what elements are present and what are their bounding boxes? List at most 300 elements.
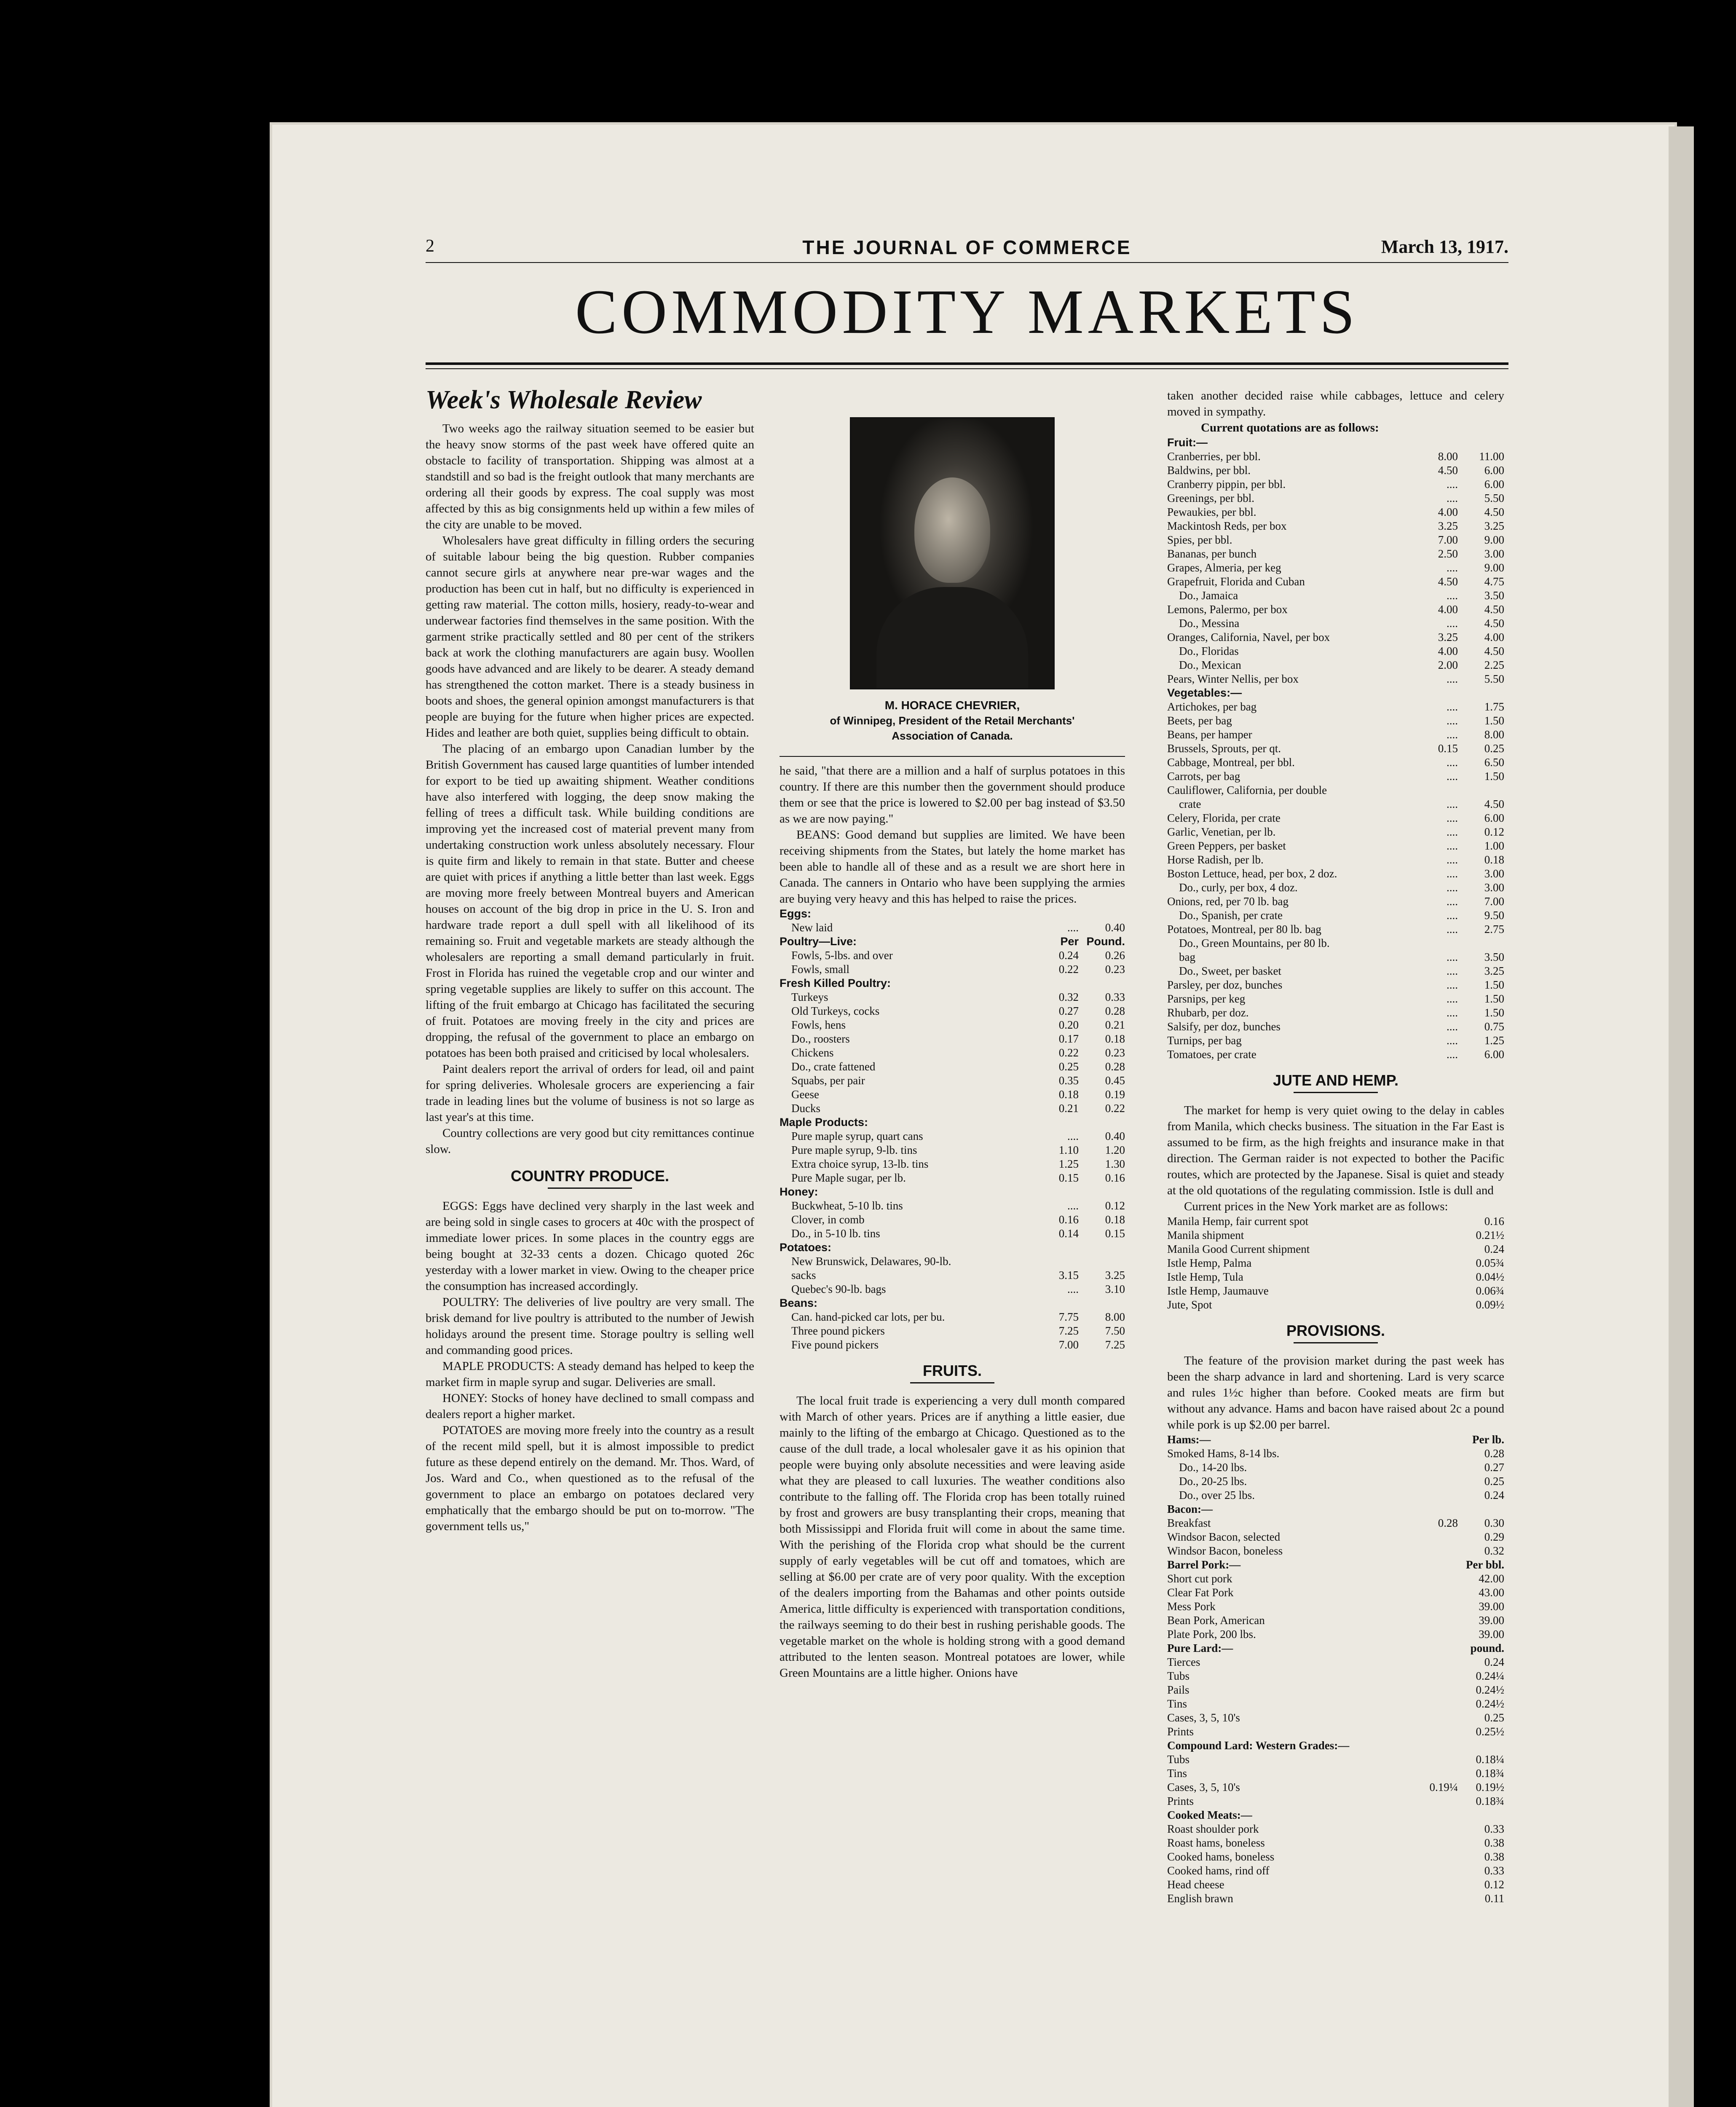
price-low [1419,1711,1458,1725]
price-row [780,1129,1125,1143]
fruit-vegetable-price-table [1167,436,1504,1062]
price-low: .... [1447,756,1458,769]
price-low [1419,1892,1458,1906]
price-item: Lemons, Palermo, per box [1167,603,1288,616]
price-low [1419,1739,1458,1753]
weekly-review-paragraph: The placing of an embargo upon Canadian lumber by the British Government has caused large quantities of lumber intended for export to be tied up awaiting shipment. Weather conditions have also interfered with logging, the deep snow making the felling of trees a difficult task. While building conditions are improving yet the increased cost of material prevent many from undertaking construction work unless absolutely necessary. Flour is quite firm and likely to remain in that state. Butter and cheese are quiet with prices if anything a little better than last week. Eggs are moving more freely between Montreal buyers and American houses on account of the big drop in price in the U. S. Iron and hardware trade report a dull spell with all likelihood of its remaining so. Fruit and vegetable markets are steady although the wholesalers are reporting a small demand particularly in fruit. Frost in Florida has ruined the vegetable crop and our winter and spring vegetable supplies are likely to suffer on this account. The lifting of the fruit embargo at Chicago has facilitated the securing of fruit. Potatoes are moving freely in the city and prices are dropping, the refusal of the government to place an embargo on potatoes has been both praised and criticised by local wholesalers. [426,742,754,1060]
price-item: Windsor Bacon, boneless [1167,1544,1283,1557]
price-high: 0.16 [1484,1215,1504,1228]
price-low [1419,1794,1458,1808]
price-item: Cases, 3, 5, 10's [1167,1711,1240,1724]
price-row [1167,464,1504,477]
price-high: 8.00 [1105,1311,1125,1323]
price-high: 3.50 [1484,589,1504,602]
price-high: 3.00 [1484,547,1504,560]
journal-title: THE JOURNAL OF COMMERCE [802,236,1132,258]
price-low: 4.00 [1438,645,1458,657]
price-item: Tierces [1167,1656,1200,1668]
price-row [1167,728,1504,742]
price-row [1167,1447,1504,1461]
price-row [1167,491,1504,505]
weekly-review-paragraph: Paint dealers report the arrival of orders for lead, oil and paint for spring deliveries. Wholesale grocers are experiencing a fair trade in leading lines but the volume of business is not so large as last year's at this time. [426,1062,754,1124]
price-row [1167,1242,1504,1256]
price-high: 3.50 [1484,951,1504,963]
price-row [1167,839,1504,853]
price-low [1419,1725,1458,1739]
price-item: Horse Radish, per lb. [1167,853,1264,866]
price-high: 0.12 [1105,1199,1125,1212]
price-row [1167,1502,1504,1516]
price-low: 0.35 [1058,1074,1079,1087]
price-row [1167,1020,1504,1034]
price-row [1167,1284,1504,1298]
price-high: 0.24¼ [1476,1670,1504,1682]
price-high: 0.24 [1484,1489,1504,1501]
price-item: Potatoes: [780,1241,832,1254]
price-item: bag [1179,951,1195,963]
price-row [1167,1767,1504,1780]
price-row [1167,1655,1504,1669]
price-low: .... [1447,881,1458,894]
price-high [1458,1808,1504,1822]
price-item: Bean Pork, American [1167,1614,1265,1627]
price-row [1167,519,1504,533]
price-item: Istle Hemp, Jaumauve [1167,1284,1269,1297]
price-item: Fresh Killed Poultry: [780,977,891,989]
price-low [1419,1461,1458,1474]
price-low: 4.00 [1438,506,1458,518]
price-low [1419,1878,1458,1892]
price-high [1079,1296,1125,1310]
price-row [780,1199,1125,1213]
price-high: 8.00 [1484,728,1504,741]
price-row [1167,436,1504,450]
price-high [1458,436,1504,450]
price-low: .... [1447,895,1458,908]
provisions-title: PROVISIONS. [1286,1322,1385,1339]
price-row [1167,589,1504,603]
price-row [1167,978,1504,992]
price-row [780,1171,1125,1185]
portrait-caption-line: of Winnipeg, President of the Retail Merchants' [830,714,1075,727]
price-high: 0.18 [1105,1213,1125,1226]
weekly-review-paragraph: Wholesalers have great difficulty in filling orders the securing of suitable labour being the big question. Rubber companies cannot secure girls at anywhere near pre-war wages and the production has been cut in half, but no difficulty is experienced in getting raw material. The cotton mills, hosiery, ready-to-wear and underwear factories find themselves in the same position. With the garment strike practically settled and 80 per cent of the strikers back at work the clothing manufacturers are again busy. Woollen goods have advanced and are likely to be dearer. A steady demand has strengthened the cotton market. There is a steady business in boots and shoes, the general opinion amongst manufacturers is that people are buying for the future when higher prices are expected. Hides and leather are both quiet, supplies being difficult to obtain. [426,534,754,740]
section-rule [1294,1092,1378,1093]
price-row [1167,1794,1504,1808]
page-number: 2 [426,236,434,256]
price-item: Grapes, Almeria, per keg [1167,561,1281,574]
price-low [1419,1586,1458,1600]
price-item: Clear Fat Pork [1167,1586,1234,1599]
price-high: Pound. [1086,935,1125,948]
price-high: 3.00 [1484,881,1504,894]
price-item: Potatoes, Montreal, per 80 lb. bag [1167,923,1321,936]
price-high: 9.00 [1484,533,1504,546]
price-low: 0.17 [1058,1032,1079,1045]
price-item: Compound Lard: Western Grades:— [1167,1739,1350,1752]
price-item: Roast hams, boneless [1167,1836,1265,1849]
price-high: 0.25 [1484,1475,1504,1488]
price-item: Beans: [780,1297,818,1309]
price-high [1079,976,1125,990]
price-row [1167,686,1504,700]
price-row [1167,867,1504,881]
price-item: Do., Floridas [1179,645,1239,657]
price-low: 3.25 [1438,631,1458,643]
jute-paragraph: Current prices in the New York market are as follows: [1184,1200,1448,1213]
price-row [780,1296,1125,1310]
price-low [1419,1270,1458,1284]
price-high: 0.18¾ [1476,1767,1504,1780]
price-high [1079,1115,1125,1129]
price-low [1419,1488,1458,1502]
price-item: Honey: [780,1185,818,1198]
price-high: 0.28 [1105,1060,1125,1073]
price-high: 0.28 [1484,1447,1504,1460]
price-high [1458,686,1504,700]
price-item: Tins [1167,1697,1187,1710]
price-high: 0.33 [1484,1864,1504,1877]
adjacent-page-edge [1669,126,1694,2107]
price-row [780,990,1125,1004]
price-row [1167,1725,1504,1739]
price-low [1040,907,1079,921]
price-row [780,1213,1125,1227]
price-high: 2.25 [1484,659,1504,671]
price-row [1167,742,1504,756]
price-item: Do., Messina [1179,617,1240,630]
price-row [1167,1516,1504,1530]
price-item: Breakfast [1167,1517,1211,1529]
price-row [780,1046,1125,1060]
price-item: Do., crate fattened [791,1060,876,1073]
price-low: .... [1067,1130,1079,1142]
country-produce-paragraph: EGGS: Eggs have declined very sharply in the last week and are being sold in single cases to grocers at 40c with the prospect of immediate lower prices. In some places in the country eggs are being bought at 32-33 cents a dozen. Chicago quoted 26c yesterday with a lower market in view. Owing to the cheaper price the consumption has increased accordingly. [426,1199,754,1293]
price-low: 0.28 [1438,1517,1458,1529]
price-high: 0.04½ [1476,1271,1504,1283]
weekly-review-title: Week's Wholesale Review [426,386,702,414]
price-low [1040,1241,1079,1255]
price-low: .... [1447,798,1458,810]
portrait-caption [780,698,1125,743]
price-row [780,1060,1125,1074]
price-high: 0.18 [1484,853,1504,866]
price-high: 11.00 [1479,450,1504,463]
price-row [1167,575,1504,589]
price-item: Bananas, per bunch [1167,547,1257,560]
price-high: 0.30 [1484,1517,1504,1529]
price-item: Fowls, hens [791,1019,846,1031]
price-row [1167,1600,1504,1614]
price-low [1419,1433,1458,1447]
price-high: 1.50 [1484,1006,1504,1019]
price-row [1167,1228,1504,1242]
price-low [1040,1115,1079,1129]
price-high: 6.50 [1484,756,1504,769]
price-high: 0.40 [1105,921,1125,934]
price-low: .... [1447,700,1458,713]
price-item: sacks [791,1269,816,1281]
price-item: Onions, red, per 70 lb. bag [1167,895,1289,908]
price-low: 0.15 [1438,742,1458,755]
price-high: 0.38 [1484,1850,1504,1863]
price-low: 4.00 [1438,603,1458,616]
section-rule [910,1382,994,1383]
price-row [1167,533,1504,547]
price-high [1079,1241,1125,1255]
price-low: 0.32 [1058,991,1079,1003]
price-item: Beans, per hamper [1167,728,1252,741]
price-item: Grapefruit, Florida and Cuban [1167,575,1305,588]
price-high: 4.00 [1484,631,1504,643]
price-item: Do., Green Mountains, per 80 lb. [1179,937,1330,949]
price-low [1419,1600,1458,1614]
price-item: Cauliflower, California, per double [1167,784,1327,796]
price-high: 7.00 [1484,895,1504,908]
price-item: Do., Jamaica [1179,589,1238,602]
price-high: 0.23 [1105,963,1125,976]
price-item: Parsnips, per keg [1167,992,1246,1005]
price-row [1167,1669,1504,1683]
price-low: .... [1447,1048,1458,1061]
price-item: Quebec's 90-lb. bags [791,1283,886,1295]
beans-paragraph: BEANS: Good demand but supplies are limited. We have been receiving shipments from the States, but lately the home market has been able to handle all of these and as a result we are short here in Canada. The canners in Ontario who have been supplying the armies are buying very heavy and this has helped to raise the prices. [780,828,1125,906]
price-row [780,1074,1125,1088]
price-high: 0.45 [1105,1074,1125,1087]
price-low: .... [1447,589,1458,602]
price-item: Cooked hams, boneless [1167,1850,1275,1863]
price-low: 0.25 [1058,1060,1079,1073]
price-item: Cranberry pippin, per bbl. [1167,478,1286,491]
price-item: New laid [791,921,833,934]
price-high [1458,1502,1504,1516]
price-low [1419,1614,1458,1627]
price-high: 0.19½ [1476,1781,1504,1793]
price-low [1419,1214,1458,1228]
price-high: 0.24½ [1476,1697,1504,1710]
price-high: 4.50 [1484,506,1504,518]
price-item: Manila Good Current shipment [1167,1243,1310,1255]
price-low: 0.22 [1058,1046,1079,1059]
price-high: 3.25 [1484,520,1504,532]
price-item: Do., roosters [791,1032,850,1045]
price-row [1167,1544,1504,1558]
price-item: Pure Maple sugar, per lb. [791,1171,906,1184]
price-high: 4.50 [1484,617,1504,630]
price-low: 3.15 [1058,1269,1079,1281]
price-row [780,1004,1125,1018]
price-row [1167,1461,1504,1474]
price-high: 0.32 [1484,1544,1504,1557]
price-high: 0.25 [1484,742,1504,755]
price-low: .... [1067,921,1079,934]
price-row [1167,714,1504,728]
price-low [1419,1808,1458,1822]
price-low: .... [1447,714,1458,727]
price-low [1419,1627,1458,1641]
price-item: Smoked Hams, 8-14 lbs. [1167,1447,1280,1460]
price-high: 0.18 [1105,1032,1125,1045]
price-high: 4.50 [1484,798,1504,810]
price-high: 9.00 [1484,561,1504,574]
price-high: 42.00 [1479,1572,1504,1585]
price-low [1419,1502,1458,1516]
issue-date: March 13, 1917. [1381,236,1508,257]
price-high: 0.18¼ [1476,1753,1504,1766]
price-item: Prints [1167,1725,1194,1738]
price-row [1167,895,1504,909]
price-low: .... [1067,1283,1079,1295]
price-low [1419,686,1458,700]
price-item: Tubs [1167,1670,1190,1682]
price-low: .... [1447,992,1458,1005]
price-item: Celery, Florida, per crate [1167,812,1281,824]
price-item: Oranges, California, Navel, per box [1167,631,1330,643]
price-high: 1.50 [1484,714,1504,727]
price-low [1419,1530,1458,1544]
price-row [1167,853,1504,867]
price-high: 1.50 [1484,770,1504,783]
price-row [1167,881,1504,895]
price-low [1040,1255,1079,1268]
price-low: 0.20 [1058,1019,1079,1031]
price-item: Do., 20-25 lbs. [1179,1475,1247,1488]
column-3 [1167,388,1504,1906]
price-high: 0.24 [1484,1243,1504,1255]
price-low: 0.18 [1058,1088,1079,1101]
price-high: 1.20 [1105,1144,1125,1156]
price-high: 5.50 [1484,673,1504,685]
price-item: Pewaukies, per bbl. [1167,506,1256,518]
price-item: Head cheese [1167,1878,1224,1891]
price-row [1167,797,1504,811]
price-high: 0.06¾ [1476,1284,1504,1297]
price-row [1167,1822,1504,1836]
price-row [1167,658,1504,672]
running-header [426,236,1508,265]
price-row [780,921,1125,935]
price-low [1419,1572,1458,1586]
price-row [1167,1808,1504,1822]
price-row [1167,1627,1504,1641]
price-high: 0.12 [1484,826,1504,838]
price-high: 0.40 [1105,1130,1125,1142]
price-item: Do., Spanish, per crate [1179,909,1283,922]
price-item: Squabs, per pair [791,1074,865,1087]
price-row [1167,1034,1504,1048]
price-item: Mackintosh Reds, per box [1167,520,1287,532]
price-item: Maple Products: [780,1116,868,1129]
price-high: 0.29 [1484,1531,1504,1543]
price-row [780,1255,1125,1268]
section-rule [1294,1342,1378,1343]
price-low: .... [1447,492,1458,504]
jute-paragraph: The market for hemp is very quiet owing to the delay in cables from Manila, which checks business. The situation in the Far East is assumed to be firm, as the high freights and insurance make in that direction. The German raider is not expected to bother the Pacific routes, which are protected by the Japanese. Sisal is quiet and steady at the old quotations of the regulating commission. Istle is dull and [1167,1104,1504,1197]
price-row [1167,1270,1504,1284]
price-item: Cooked hams, rind off [1167,1864,1270,1877]
price-high: 0.33 [1484,1823,1504,1835]
price-row [1167,1048,1504,1062]
price-item: Baldwins, per bbl. [1167,464,1251,477]
price-low [1040,1185,1079,1199]
price-item: Turnips, per bag [1167,1034,1242,1047]
price-high: Per bbl. [1465,1558,1504,1571]
produce-price-table [780,907,1125,1352]
price-row [1167,1558,1504,1572]
price-row [780,1185,1125,1199]
price-item: Pears, Winter Nellis, per box [1167,673,1299,685]
price-row [1167,1006,1504,1020]
price-high: 0.23 [1105,1046,1125,1059]
price-high [1458,783,1504,797]
price-low [1419,1544,1458,1558]
jute-hemp-title: JUTE AND HEMP. [1273,1072,1399,1089]
price-low [1419,1256,1458,1270]
price-high [1079,1185,1125,1199]
price-item: Parsley, per doz, bunches [1167,978,1283,991]
price-row [1167,1256,1504,1270]
price-item: Barrel Pork:— [1167,1558,1241,1571]
price-high: 0.05¾ [1476,1257,1504,1269]
price-low: 2.00 [1438,659,1458,671]
price-low: 7.75 [1058,1311,1079,1323]
price-high: 0.24½ [1476,1683,1504,1696]
price-item: Clover, in comb [791,1213,865,1226]
price-row [780,1268,1125,1282]
price-low [1419,1447,1458,1461]
price-low [1040,1296,1079,1310]
price-row [1167,909,1504,922]
price-high: 0.24 [1484,1656,1504,1668]
price-item: Fruit:— [1167,436,1208,449]
price-row [780,1088,1125,1102]
price-low: 7.00 [1058,1338,1079,1351]
price-high: 1.50 [1484,978,1504,991]
price-row [1167,756,1504,769]
price-item: Buckwheat, 5-10 lb. tins [791,1199,903,1212]
provisions-price-table [1167,1433,1504,1906]
price-low [1419,1753,1458,1767]
price-item: Brussels, Sprouts, per qt. [1167,742,1281,755]
price-low [1419,1822,1458,1836]
provisions-paragraph: The feature of the provision market during the past week has been the sharp advance in lard and shortening. Lard is very scarce and rules 1½c higher than before. Cooked meats are firm but without any advance. Hams and bacon have raised about 2c a pound while pork is up $2.00 per barrel. [1167,1354,1504,1431]
price-low: 0.15 [1058,1171,1079,1184]
price-high: 1.75 [1484,700,1504,713]
price-row [1167,1711,1504,1725]
portrait-caption-line: Association of Canada. [892,729,1013,742]
price-high: 4.75 [1484,575,1504,588]
price-item: Vegetables:— [1167,686,1242,699]
price-row [780,1241,1125,1255]
quotations-intro: Current quotations are as follows: [1201,421,1379,434]
price-high: 0.22 [1105,1102,1125,1115]
price-item: Rhubarb, per doz. [1167,1006,1249,1019]
price-row [780,1310,1125,1324]
price-low: 2.50 [1438,547,1458,560]
price-item: Do., in 5-10 lb. tins [791,1227,880,1240]
price-low: .... [1447,867,1458,880]
price-row [1167,644,1504,658]
price-item: English brawn [1167,1892,1233,1905]
price-item: Extra choice syrup, 13-lb. tins [791,1158,929,1170]
price-row [1167,450,1504,464]
price-row [780,976,1125,990]
country-produce-paragraph: POULTRY: The deliveries of live poultry are very small. The brisk demand for live poultry is attributed to the number of Jewish holidays around the present time. Storage poultry is selling well and commanding good prices. [426,1295,754,1357]
price-item: Chickens [791,1046,834,1059]
price-low [1419,1836,1458,1850]
price-row [1167,700,1504,714]
price-row [1167,1641,1504,1655]
